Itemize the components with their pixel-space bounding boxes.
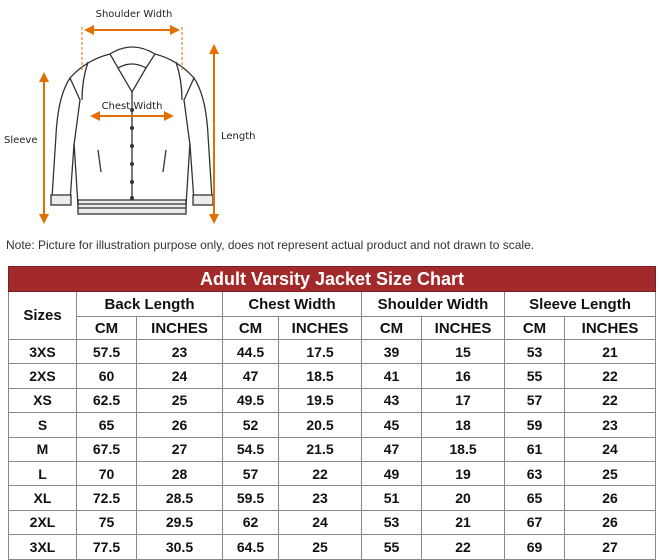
- length-label: Length: [221, 131, 256, 142]
- measurement-cell: 25: [279, 535, 362, 559]
- measurement-cell: 62.5: [77, 388, 137, 412]
- measurement-cell: 23: [137, 340, 223, 364]
- measurement-cell: 55: [362, 535, 422, 559]
- measurement-cell: 53: [505, 340, 565, 364]
- measurement-cell: 44.5: [223, 340, 279, 364]
- measurement-cell: 53: [362, 510, 422, 534]
- table-row: [9, 364, 656, 388]
- measurement-cell: 23: [565, 413, 656, 437]
- header-shoulder-width: Shoulder Width: [362, 292, 505, 317]
- table-row: [9, 340, 656, 364]
- disclaimer-note: Note: Picture for illustration purpose only, does not represent actual product and not drawn to scale.: [6, 238, 535, 252]
- measurement-cell: 21: [422, 510, 505, 534]
- unit-header: INCHES: [279, 317, 362, 340]
- sizes-header: Sizes: [9, 292, 77, 340]
- shoulder-width-label: Shoulder Width: [95, 9, 173, 20]
- measurement-cell: 67: [505, 510, 565, 534]
- measurement-cell: 60: [77, 364, 137, 388]
- measurement-cell: 64.5: [223, 535, 279, 559]
- measurement-cell: 61: [505, 437, 565, 461]
- unit-header: INCHES: [422, 317, 505, 340]
- size-cell: XL: [9, 486, 77, 510]
- measurement-cell: 69: [505, 535, 565, 559]
- measurement-cell: 72.5: [77, 486, 137, 510]
- measurement-cell: 27: [565, 535, 656, 559]
- table-row: [9, 388, 656, 412]
- measurement-cell: 18.5: [422, 437, 505, 461]
- size-cell: 2XS: [9, 364, 77, 388]
- measurement-cell: 57: [223, 461, 279, 485]
- measurement-cell: 49: [362, 461, 422, 485]
- table-row: [9, 461, 656, 485]
- measurement-cell: 65: [505, 486, 565, 510]
- measurement-cell: 26: [565, 510, 656, 534]
- measurement-cell: 19.5: [279, 388, 362, 412]
- table-row: [9, 437, 656, 461]
- measurement-cell: 57: [505, 388, 565, 412]
- measurement-cell: 39: [362, 340, 422, 364]
- measurement-cell: 51: [362, 486, 422, 510]
- measurement-cell: 28.5: [137, 486, 223, 510]
- header-sleeve-length: Sleeve Length: [505, 292, 656, 317]
- measurement-cell: 20.5: [279, 413, 362, 437]
- jacket-measurement-diagram: [0, 0, 260, 232]
- chest-width-label: Chest Width: [101, 101, 163, 112]
- measurement-cell: 18.5: [279, 364, 362, 388]
- size-chart-table: [8, 266, 656, 560]
- size-cell: 3XS: [9, 340, 77, 364]
- measurement-cell: 41: [362, 364, 422, 388]
- measurement-cell: 57.5: [77, 340, 137, 364]
- measurement-cell: 47: [223, 364, 279, 388]
- measurement-cell: 18: [422, 413, 505, 437]
- measurement-cell: 23: [279, 486, 362, 510]
- table-row: [9, 413, 656, 437]
- measurement-cell: 19: [422, 461, 505, 485]
- header-back-length: Back Length: [77, 292, 223, 317]
- size-cell: 3XL: [9, 535, 77, 559]
- unit-header: CM: [505, 317, 565, 340]
- measurement-cell: 43: [362, 388, 422, 412]
- measurement-cell: 26: [137, 413, 223, 437]
- table-row: [9, 535, 656, 559]
- size-cell: L: [9, 461, 77, 485]
- header-chest-width: Chest Width: [223, 292, 362, 317]
- measurement-cell: 25: [137, 388, 223, 412]
- measurement-cell: 26: [565, 486, 656, 510]
- measurement-cell: 24: [137, 364, 223, 388]
- measurement-cell: 24: [565, 437, 656, 461]
- sleeve-label: Sleeve: [4, 135, 38, 146]
- measurement-cell: 59.5: [223, 486, 279, 510]
- size-cell: 2XL: [9, 510, 77, 534]
- size-cell: S: [9, 413, 77, 437]
- measurement-cell: 28: [137, 461, 223, 485]
- measurement-cell: 22: [565, 388, 656, 412]
- measurement-cell: 27: [137, 437, 223, 461]
- unit-header: CM: [362, 317, 422, 340]
- measurement-cell: 24: [279, 510, 362, 534]
- unit-header: INCHES: [137, 317, 223, 340]
- size-cell: M: [9, 437, 77, 461]
- measurement-cell: 16: [422, 364, 505, 388]
- measurement-cell: 15: [422, 340, 505, 364]
- table-title: Adult Varsity Jacket Size Chart: [9, 267, 656, 292]
- measurement-cell: 77.5: [77, 535, 137, 559]
- measurement-cell: 47: [362, 437, 422, 461]
- size-cell: XS: [9, 388, 77, 412]
- measurement-cell: 30.5: [137, 535, 223, 559]
- measurement-cell: 20: [422, 486, 505, 510]
- measurement-cell: 25: [565, 461, 656, 485]
- measurement-cell: 59: [505, 413, 565, 437]
- measurement-cell: 67.5: [77, 437, 137, 461]
- table-row: [9, 486, 656, 510]
- measurement-cell: 55: [505, 364, 565, 388]
- unit-header: INCHES: [565, 317, 656, 340]
- measurement-cell: 17: [422, 388, 505, 412]
- measurement-cell: 70: [77, 461, 137, 485]
- measurement-cell: 45: [362, 413, 422, 437]
- measurement-cell: 62: [223, 510, 279, 534]
- measurement-cell: 21: [565, 340, 656, 364]
- measurement-cell: 52: [223, 413, 279, 437]
- table-row: [9, 510, 656, 534]
- unit-header: CM: [77, 317, 137, 340]
- measurement-cell: 54.5: [223, 437, 279, 461]
- measurement-cell: 63: [505, 461, 565, 485]
- size-rows: [9, 340, 656, 560]
- measurement-cell: 22: [565, 364, 656, 388]
- measurement-cell: 17.5: [279, 340, 362, 364]
- measurement-cell: 21.5: [279, 437, 362, 461]
- measurement-cell: 75: [77, 510, 137, 534]
- measurement-cell: 49.5: [223, 388, 279, 412]
- measurement-cell: 65: [77, 413, 137, 437]
- measurement-cell: 22: [279, 461, 362, 485]
- measurement-cell: 29.5: [137, 510, 223, 534]
- measurement-cell: 22: [422, 535, 505, 559]
- jacket-illustration: [51, 47, 213, 214]
- unit-header: CM: [223, 317, 279, 340]
